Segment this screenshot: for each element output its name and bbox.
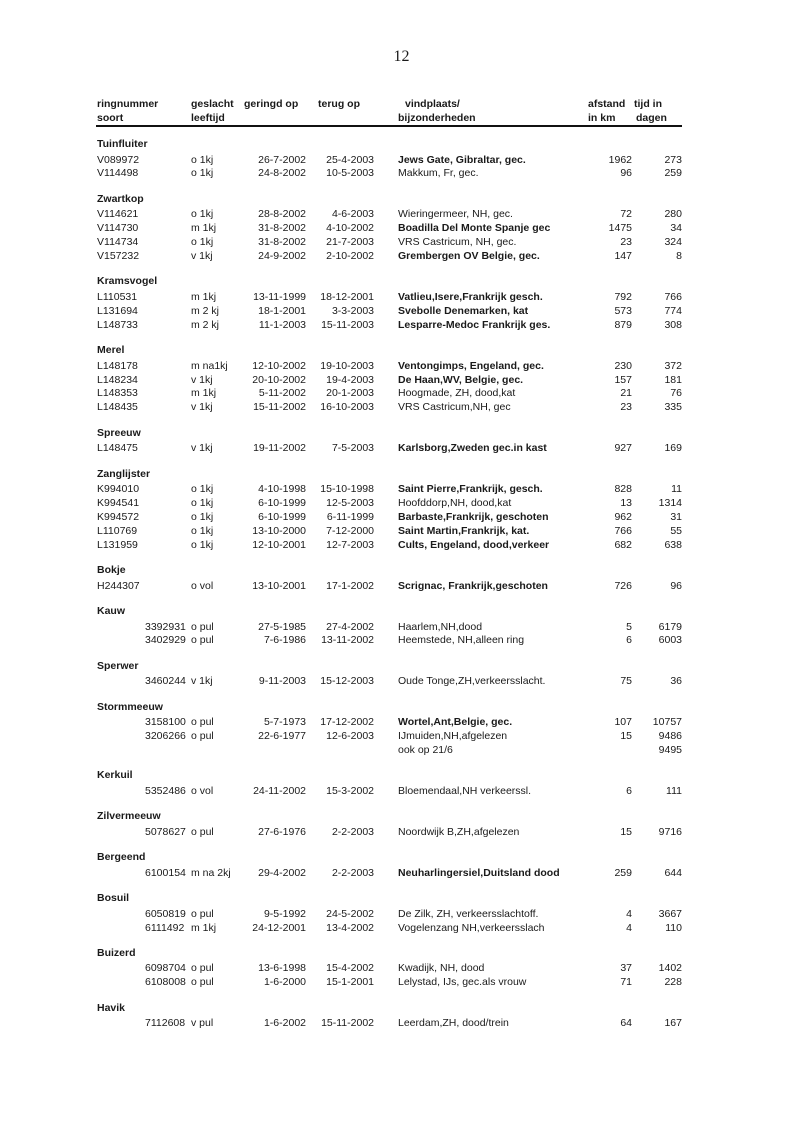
ringed-date: 7-6-1986 (263, 634, 306, 647)
time-days: 774 (664, 304, 682, 317)
ring-number: 3392931 (145, 620, 186, 633)
recovery-place: Lesparre-Medoc Frankrijk ges. (398, 318, 551, 331)
sex-age: o 1kj (191, 538, 214, 551)
sex-age: o 1kj (191, 524, 214, 537)
ringed-date: 24-8-2002 (258, 167, 306, 180)
table-row (0, 525, 803, 538)
recovery-place: Bloemendaal,NH verkeerssl. (398, 784, 532, 797)
recovery-place: Hoofddorp,NH, dood,kat (398, 497, 512, 509)
ring-number: L148178 (97, 359, 138, 372)
header-details: bijzonderheden (398, 112, 476, 124)
ringed-date: 24-9-2002 (258, 250, 306, 262)
species-title: Kerkuil (97, 769, 133, 782)
recovery-place: Wieringermeer, NH, gec. (398, 208, 513, 221)
time-days: 76 (670, 387, 682, 400)
recovery-place: Heemstede, NH,alleen ring (398, 634, 525, 647)
distance-km: 6 (626, 634, 632, 647)
recovery-place: Wortel,Ant,Belgie, gec. (398, 716, 513, 729)
time-days: 36 (670, 675, 682, 688)
table-row (0, 580, 803, 593)
table-row (0, 621, 803, 634)
sex-age: o 1kj (191, 208, 214, 221)
recovery-date: 21-7-2003 (326, 236, 374, 249)
ring-number: 3460244 (145, 675, 186, 688)
table-row (0, 976, 803, 989)
table-row (0, 387, 803, 400)
recovery-date: 19-4-2003 (326, 373, 374, 386)
ring-number: 6111492 (145, 921, 185, 934)
header-species: soort (97, 112, 124, 124)
recovery-date: 2-10-2002 (326, 250, 374, 262)
ring-number: L148353 (97, 387, 138, 400)
sex-age: o vol (191, 784, 214, 797)
time-days: 228 (664, 976, 682, 989)
recovery-date: 6-11-1999 (326, 510, 374, 523)
sex-age: m 1kj (191, 921, 217, 934)
species-title: Havik (97, 1001, 126, 1014)
ring-number: 6108008 (145, 976, 186, 989)
ring-number: 3206266 (145, 730, 186, 743)
recovery-place: Lelystad, IJs, gec.als vrouw (398, 976, 527, 989)
ringed-date: 12-10-2002 (252, 359, 306, 372)
recovery-date: 12-5-2003 (326, 497, 374, 509)
table-row (0, 539, 803, 552)
ringed-date: 12-10-2001 (252, 538, 306, 551)
page-number: 12 (393, 48, 410, 65)
header-back: terug op (318, 98, 360, 110)
ringed-date: 13-10-2001 (252, 579, 306, 592)
ring-number: L110769 (97, 524, 138, 537)
sex-age: o pul (191, 730, 214, 743)
time-days: 9486 (658, 730, 682, 743)
sex-age: o pul (191, 825, 214, 838)
ringed-date: 13-6-1998 (258, 962, 306, 975)
ringed-date: 6-10-1999 (258, 497, 306, 509)
time-days: 9495 (658, 744, 682, 756)
ringed-date: 28-8-2002 (258, 208, 306, 221)
ringed-date: 5-7-1973 (263, 716, 306, 729)
recovery-place: Karlsborg,Zweden gec.in kast (398, 442, 547, 455)
time-days: 6179 (658, 620, 682, 633)
table-row (0, 374, 803, 387)
header-km: in km (588, 112, 616, 124)
table-row (0, 208, 803, 221)
ring-number: L148733 (97, 318, 138, 331)
table-row (0, 250, 803, 263)
ring-number: 7112608 (145, 1017, 186, 1030)
header-ringed: geringd op (244, 98, 299, 110)
distance-km: 828 (614, 483, 632, 496)
table-row (0, 401, 803, 414)
ringed-date: 26-7-2002 (258, 153, 306, 166)
distance-km: 682 (614, 538, 632, 551)
recovery-place: Neuharlingersiel,Duitsland dood (398, 866, 560, 879)
table-row (0, 744, 803, 757)
recovery-date: 15-4-2002 (326, 962, 374, 975)
species-title: Zilvermeeuw (97, 810, 161, 823)
recovery-date: 2-2-2003 (331, 825, 374, 838)
header-place: vindplaats/ (405, 98, 460, 110)
time-days: 308 (664, 318, 682, 331)
ring-number: L148475 (97, 442, 138, 455)
recovery-date: 2-2-2003 (331, 866, 374, 879)
recovery-date: 12-7-2003 (326, 538, 374, 551)
sex-age: o pul (191, 634, 214, 647)
table-row (0, 962, 803, 975)
ring-number: V114730 (97, 222, 139, 235)
table-row (0, 360, 803, 373)
ring-number: 3158100 (145, 716, 186, 729)
ring-number: L148435 (97, 401, 138, 414)
sex-age: v 1kj (191, 675, 213, 688)
recovery-place: Scrignac, Frankrijk,geschoten (398, 579, 548, 592)
ring-number: 3402929 (145, 634, 186, 647)
time-days: 280 (664, 208, 682, 221)
sex-age: v 1kj (191, 250, 213, 262)
recovery-place: Oude Tonge,ZH,verkeersslacht. (398, 675, 546, 688)
time-days: 3667 (658, 907, 682, 920)
table-row (0, 483, 803, 496)
time-days: 259 (664, 167, 682, 180)
ringed-date: 18-1-2001 (258, 304, 306, 317)
ring-number: L148234 (97, 373, 138, 386)
distance-km: 230 (614, 359, 632, 372)
species-title: Tuinfluiter (97, 138, 148, 150)
ringed-date: 20-10-2002 (252, 373, 306, 386)
ringed-date: 13-11-1999 (253, 290, 306, 303)
table-row (0, 675, 803, 688)
recovery-place: Vogelenzang NH,verkeersslach (398, 921, 545, 934)
ring-number: V114734 (97, 236, 139, 249)
species-title: Kauw (97, 605, 126, 617)
ringed-date: 22-6-1977 (258, 730, 306, 743)
recovery-date: 10-5-2003 (326, 167, 374, 180)
table-row (0, 167, 803, 180)
sex-age: o 1kj (191, 483, 214, 496)
time-days: 31 (670, 510, 682, 523)
distance-km: 21 (620, 387, 632, 400)
table-row (0, 497, 803, 510)
ring-number: 5078627 (145, 825, 186, 838)
sex-age: v 1kj (191, 442, 213, 455)
table-row (0, 319, 803, 332)
recovery-date: 15-11-2002 (321, 1017, 374, 1030)
recovery-place: De Haan,WV, Belgie, gec. (398, 373, 524, 386)
ring-number: V157232 (97, 250, 140, 262)
species-title: Kramsvogel (97, 275, 158, 288)
ring-number: L110531 (97, 290, 138, 303)
ringed-date: 9-5-1992 (263, 907, 306, 920)
sex-age: m 1kj (191, 387, 217, 400)
recovery-date: 27-4-2002 (326, 620, 374, 633)
time-days: 181 (664, 373, 682, 386)
sex-age: o 1kj (191, 510, 214, 523)
time-days: 169 (664, 442, 682, 455)
ringed-date: 15-11-2002 (253, 401, 306, 414)
table-row (0, 785, 803, 798)
ring-number: L131694 (97, 304, 138, 317)
table-row (0, 291, 803, 304)
sex-age: o pul (191, 620, 214, 633)
sex-age: v pul (191, 1017, 214, 1030)
sex-age: v 1kj (191, 401, 213, 414)
distance-km: 96 (620, 167, 632, 180)
sex-age: o 1kj (191, 236, 214, 249)
header-ring: ringnummer (97, 98, 159, 110)
recovery-place: VRS Castricum,NH, gec (398, 401, 511, 414)
distance-km: 927 (614, 442, 632, 455)
recovery-place: Barbaste,Frankrijk, geschoten (398, 510, 549, 523)
ring-number: L131959 (97, 538, 138, 551)
distance-km: 766 (614, 524, 632, 537)
species-title: Bosuil (97, 892, 130, 905)
recovery-date: 17-12-2002 (320, 716, 374, 729)
recovery-place: Svebolle Denemarken, kat (398, 304, 529, 317)
distance-km: 15 (620, 730, 632, 743)
ring-number: 5352486 (145, 784, 186, 797)
distance-km: 13 (620, 497, 632, 509)
ringed-date: 24-11-2002 (253, 784, 306, 797)
table-row (0, 236, 803, 249)
header-sex: geslacht (191, 98, 234, 110)
ringed-date: 6-10-1999 (258, 510, 306, 523)
ring-number: K994572 (97, 510, 140, 523)
header-days: dagen (636, 112, 667, 124)
sex-age: m 1kj (191, 290, 217, 303)
time-days: 55 (670, 524, 682, 537)
distance-km: 64 (620, 1017, 632, 1030)
recovery-place: Ventongimps, Engeland, gec. (398, 359, 544, 372)
recovery-date: 3-3-2003 (331, 304, 374, 317)
distance-km: 879 (614, 318, 632, 331)
recovery-date: 24-5-2002 (326, 907, 374, 920)
recovery-place: De Zilk, ZH, verkeersslachtoff. (398, 907, 539, 920)
recovery-date: 4-6-2003 (331, 208, 374, 221)
distance-km: 37 (620, 962, 632, 975)
sex-age: m 2 kj (191, 318, 220, 331)
time-days: 167 (664, 1017, 682, 1030)
ringed-date: 9-11-2003 (258, 675, 306, 688)
recovery-date: 20-1-2003 (326, 387, 374, 400)
distance-km: 4 (626, 907, 632, 920)
sex-age: m 2 kj (191, 304, 220, 317)
table-row (0, 222, 803, 235)
recovery-place: Cults, Engeland, dood,verkeer (398, 538, 550, 551)
table-row (0, 730, 803, 743)
distance-km: 1962 (608, 153, 632, 166)
table-row (0, 1017, 803, 1030)
ringed-date: 13-10-2000 (252, 524, 306, 537)
time-days: 11 (671, 483, 682, 496)
recovery-place: Grembergen OV Belgie, gec. (398, 250, 540, 262)
distance-km: 15 (620, 825, 632, 838)
sex-age: o 1kj (191, 167, 214, 180)
sex-age: o 1kj (191, 497, 214, 509)
time-days: 273 (664, 153, 682, 166)
table-row (0, 305, 803, 318)
recovery-date: 13-4-2002 (326, 921, 374, 934)
time-days: 766 (664, 290, 682, 303)
recovery-place: Makkum, Fr, gec. (398, 167, 479, 180)
distance-km: 107 (614, 716, 632, 729)
species-title: Zwartkop (97, 192, 144, 205)
time-days: 1402 (658, 962, 682, 975)
ringed-date: 27-6-1976 (258, 825, 306, 838)
time-days: 638 (664, 538, 682, 551)
distance-km: 726 (614, 579, 632, 592)
time-days: 10757 (652, 716, 682, 729)
ringed-date: 27-5-1985 (258, 620, 306, 633)
species-title: Merel (97, 344, 125, 357)
species-title: Buizerd (97, 946, 136, 959)
recovery-place: Vatlieu,Isere,Frankrijk gesch. (398, 290, 543, 303)
ring-number: H244307 (97, 579, 140, 592)
time-days: 644 (664, 866, 682, 879)
distance-km: 792 (614, 290, 632, 303)
distance-km: 23 (620, 401, 632, 414)
time-days: 110 (665, 921, 682, 934)
sex-age: o pul (191, 716, 214, 729)
sex-age: m 1kj (191, 222, 217, 235)
recovery-date: 15-1-2001 (326, 976, 374, 989)
time-days: 335 (664, 401, 682, 414)
recovery-date: 13-11-2002 (321, 634, 374, 647)
ring-number: 6050819 (145, 907, 186, 920)
distance-km: 147 (614, 250, 632, 262)
table-row (0, 867, 803, 880)
ringed-date: 19-11-2002 (253, 442, 306, 455)
sex-age: o 1kj (191, 153, 214, 166)
header-dist: afstand (588, 98, 626, 110)
recovery-date: 7-12-2000 (326, 524, 374, 537)
species-title: Sperwer (97, 659, 139, 672)
distance-km: 6 (626, 784, 632, 797)
time-days: 1314 (658, 497, 682, 509)
species-title: Stormmeeuw (97, 700, 163, 713)
table-row (0, 154, 803, 167)
recovery-place: Hoogmade, ZH, dood,kat (398, 387, 516, 400)
table-row (0, 716, 803, 729)
table-row (0, 511, 803, 524)
ring-number: V089972 (97, 153, 140, 166)
recovery-place: Noordwijk B,ZH,afgelezen (398, 825, 520, 838)
time-days: 324 (664, 236, 682, 249)
distance-km: 962 (614, 510, 632, 523)
table-row (0, 442, 803, 455)
ringed-date: 5-11-2002 (258, 387, 306, 400)
time-days: 34 (670, 222, 682, 235)
time-days: 372 (664, 359, 682, 372)
table-row (0, 826, 803, 839)
distance-km: 5 (626, 620, 632, 633)
species-title: Spreeuw (97, 426, 141, 439)
species-title: Bergeend (97, 851, 146, 864)
recovery-place: ook op 21/6 (398, 744, 453, 756)
sex-age: o pul (191, 907, 214, 920)
recovery-place: Kwadijk, NH, dood (398, 962, 485, 975)
recovery-date: 15-12-2003 (320, 675, 374, 688)
ring-number: K994541 (97, 497, 140, 509)
recovery-place: Jews Gate, Gibraltar, gec. (398, 153, 526, 166)
recovery-date: 19-10-2003 (320, 359, 374, 372)
recovery-place: VRS Castricum, NH, gec. (398, 236, 517, 249)
recovery-date: 17-1-2002 (326, 579, 374, 592)
time-days: 9716 (658, 825, 682, 838)
ringed-date: 31-8-2002 (258, 222, 306, 235)
distance-km: 71 (620, 976, 632, 989)
recovery-place: Saint Pierre,Frankrijk, gesch. (398, 483, 543, 496)
sex-age: o pul (191, 962, 214, 975)
header-rule (96, 125, 682, 127)
sex-age: o vol (191, 579, 214, 592)
distance-km: 75 (620, 675, 632, 688)
ringed-date: 31-8-2002 (258, 236, 306, 249)
recovery-place: Haarlem,NH,dood (398, 620, 483, 633)
sex-age: v 1kj (191, 373, 213, 386)
ringed-date: 29-4-2002 (258, 866, 306, 879)
header-time: tijd in (634, 98, 662, 110)
distance-km: 259 (614, 866, 632, 879)
recovery-place: Boadilla Del Monte Spanje gec (398, 222, 551, 235)
recovery-date: 25-4-2003 (326, 153, 374, 166)
ring-number: 6100154 (145, 866, 186, 879)
recovery-date: 4-10-2002 (326, 222, 374, 235)
ringed-date: 1-6-2002 (263, 1017, 306, 1030)
distance-km: 23 (620, 236, 632, 249)
time-days: 96 (670, 579, 682, 592)
recovery-date: 15-11-2003 (321, 318, 374, 331)
time-days: 111 (666, 784, 682, 797)
ring-number: 6098704 (145, 962, 186, 975)
recovery-date: 12-6-2003 (326, 730, 374, 743)
distance-km: 4 (626, 921, 632, 934)
header-age: leeftijd (191, 112, 225, 124)
ring-number: K994010 (97, 483, 140, 496)
distance-km: 72 (620, 208, 632, 221)
recovery-date: 7-5-2003 (331, 442, 374, 455)
ringed-date: 4-10-1998 (258, 483, 306, 496)
recovery-place: Saint Martin,Frankrijk, kat. (398, 524, 530, 537)
table-row (0, 634, 803, 647)
table-row (0, 922, 803, 935)
table-row (0, 908, 803, 921)
species-title: Zanglijster (97, 467, 151, 480)
distance-km: 573 (614, 304, 632, 317)
recovery-place: Leerdam,ZH, dood/trein (398, 1017, 509, 1030)
distance-km: 1475 (608, 222, 632, 235)
recovery-date: 16-10-2003 (320, 401, 374, 414)
time-days: 8 (676, 250, 682, 262)
sex-age: m na1kj (191, 359, 228, 372)
species-title: Bokje (97, 564, 126, 577)
ring-number: V114498 (97, 167, 139, 180)
distance-km: 157 (614, 373, 632, 386)
time-days: 6003 (658, 634, 682, 647)
recovery-date: 15-10-1998 (320, 483, 374, 496)
recovery-date: 18-12-2001 (320, 290, 374, 303)
ringed-date: 24-12-2001 (252, 921, 306, 934)
ringed-date: 1-6-2000 (263, 976, 306, 989)
ringed-date: 11-1-2003 (258, 318, 306, 331)
ring-number: V114621 (97, 208, 139, 221)
sex-age: m na 2kj (191, 866, 231, 879)
sex-age: o pul (191, 976, 214, 989)
recovery-place: IJmuiden,NH,afgelezen (398, 730, 508, 743)
recovery-date: 15-3-2002 (326, 784, 374, 797)
